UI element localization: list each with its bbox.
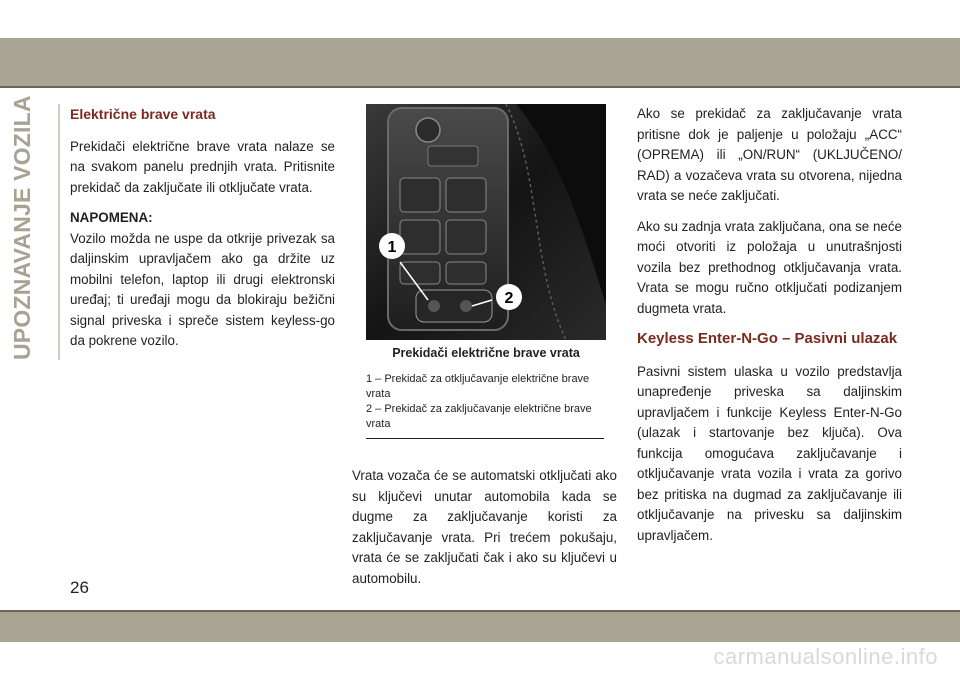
figure-caption-list xyxy=(366,372,606,432)
watermark: carmanualsonline.info xyxy=(713,644,938,669)
caption-rule xyxy=(366,438,604,439)
section-side-title: UPOZNAVANJE VOZILA xyxy=(9,95,35,360)
note-title: NAPOMENA: xyxy=(70,210,153,225)
column-1 xyxy=(70,104,335,362)
caption-item-2: 2 – Prekidač za zaključavanje električne brave vrata xyxy=(366,403,592,430)
header-band xyxy=(0,38,960,86)
paragraph: Ako se prekidač za zaključavanje vrata pritisne dok je paljenje u položaju „ACC“ (OPREMA) ili „ON/RUN“ (UKLJUČENO/ RAD) a vozačeva vrata su otvorena, nijedna vrata se neće zaključati. xyxy=(637,106,902,203)
door-panel-illustration xyxy=(366,104,606,340)
paragraph: Pasivni sistem ulaska u vozilo predstavlja unapređenje priveska sa daljinskim upravljačem i funkcije Keyless Enter-N-Go (ulazak i startovanje bez ključa). Ova funkcija omogućava zaključavanje i otključavanje vrata vozila i vrata za gorivo bez pritiska na dugmad za zaključavanje ili otključavanje na privesku sa daljinskim upravljačem. xyxy=(637,363,902,543)
paragraph: Prekidači električne brave vrata nalaze se na svakom panelu prednjih vrata. Pritisnite prekidač da zaključate ili otključate vrata. xyxy=(70,138,335,195)
unlock-switch-icon xyxy=(428,300,440,312)
paragraph: Ako su zadnja vrata zaključana, ona se neće moći otvoriti iz položaja u unutrašnjosti vozila bez prethodnog otključavanja vrata. Vrata se mogu ručno otključati podizanjem dugmeta vrata. xyxy=(637,218,903,316)
heading-power-locks: Električne brave vrata xyxy=(70,106,216,122)
header-rule xyxy=(0,86,960,88)
callout-1: 1 xyxy=(387,239,397,256)
caption-item-1: 1 – Prekidač za otključavanje električne brave vrata xyxy=(366,373,590,400)
door-lock-switch-photo xyxy=(366,104,606,340)
heading-keyless-enter: Keyless Enter-N-Go – Pasivni ulazak xyxy=(637,330,898,347)
column-2 xyxy=(352,466,617,599)
lock-switch-icon xyxy=(460,300,472,312)
column-3 xyxy=(637,104,902,556)
paragraph: Vrata vozača će se automatski otključati ako su ključevi unutar automobila kada se dugme za zaključavanje koristi za zaključavanje vrata. Pri trećem pokušaju, vrata će se zaključati čak i ako su ključevi u automobilu. xyxy=(352,468,617,586)
callout-2: 2 xyxy=(504,290,514,307)
side-divider xyxy=(58,104,60,360)
figure-caption-title: Prekidači električne brave vrata xyxy=(392,346,580,360)
footer-band xyxy=(0,612,960,642)
note-text: Vozilo možda ne uspe da otkrije privezak sa daljinskim upravljačem ako ga držite uz mobilni telefon, laptop ili drugi elektronski uređaj; ti uređaji mogu da blokiraju bežični signal priveska i spreče sistem keyless-go da pokrene vozilo. xyxy=(70,230,335,348)
page-number: 26 xyxy=(70,578,89,597)
